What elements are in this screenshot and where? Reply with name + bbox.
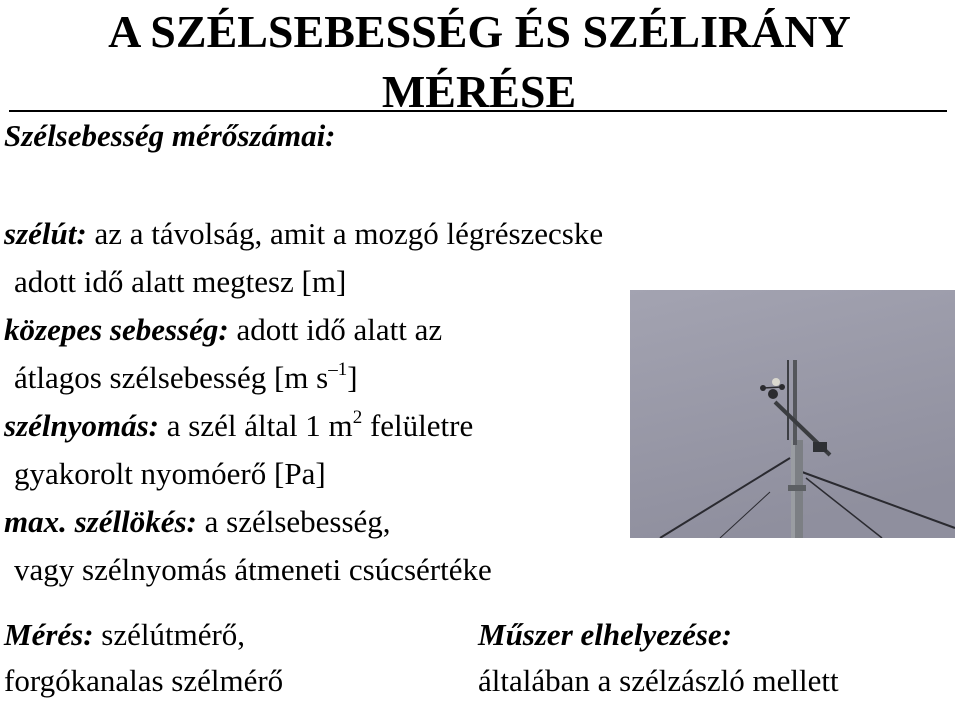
anemometer-photo <box>630 290 955 538</box>
definition-text: vagy szélnyomás átmeneti csúcsértéke <box>14 552 492 587</box>
measurement-block <box>4 612 283 704</box>
measurement-text: szélútmérő, <box>93 617 246 652</box>
sensor-pole <box>793 360 797 445</box>
definition-list <box>4 210 603 594</box>
mast-clamp <box>788 485 806 491</box>
definition-text: az a távolság, amit a mozgó légrészecske <box>86 216 604 251</box>
definition-text: a szél által 1 m <box>159 408 353 443</box>
superscript: –1 <box>328 358 348 380</box>
placement-block <box>478 612 839 704</box>
anemometer-mast-image <box>630 290 955 538</box>
title-line-2: MÉRÉSE <box>381 66 577 117</box>
anemometer-head <box>772 378 780 386</box>
section-heading: Szélsebesség mérőszámai: <box>4 118 336 153</box>
definition-text: gyakorolt nyomóerő [Pa] <box>14 456 326 491</box>
definition-text: adott idő alatt az <box>228 312 443 347</box>
sensor-box <box>813 442 827 452</box>
definition-text: a szélsebesség, <box>196 504 391 539</box>
definition-continuation <box>4 258 603 306</box>
definition-text: felületre <box>362 408 474 443</box>
definition-szelnyomas <box>4 402 603 450</box>
definition-kozepes-sebesseg <box>4 306 603 354</box>
definition-szelut <box>4 210 603 258</box>
definition-continuation <box>4 546 603 594</box>
definition-continuation <box>4 354 603 402</box>
placement-line-2: általában a szélzászló mellett <box>478 663 839 698</box>
term-meres: Mérés: <box>4 617 94 652</box>
superscript: 2 <box>352 406 363 428</box>
term-szelut: szélút: <box>4 216 87 251</box>
definition-text: átlagos szélsebesség [m s <box>14 360 329 395</box>
term-max-szellokes: max. széllökés: <box>4 504 197 539</box>
definition-text: ] <box>347 360 358 395</box>
definition-continuation <box>4 450 603 498</box>
anemometer-arm <box>763 387 782 388</box>
title-divider <box>9 110 947 112</box>
definition-max-szellokes <box>4 498 603 546</box>
title-line-1: A SZÉLSEBESSÉG ÉS SZÉLIRÁNY <box>108 6 851 57</box>
term-kozepes-sebesseg: közepes sebesség: <box>4 312 229 347</box>
definition-text: adott idő alatt megtesz [m] <box>14 264 347 299</box>
term-muszer-elhelyezese: Műszer elhelyezése: <box>478 617 732 652</box>
anemometer-cup <box>768 389 778 399</box>
slide-title <box>0 2 959 122</box>
term-szelnyomas: szélnyomás: <box>4 408 159 443</box>
measurement-line-2: forgókanalas szélmérő <box>4 663 284 698</box>
